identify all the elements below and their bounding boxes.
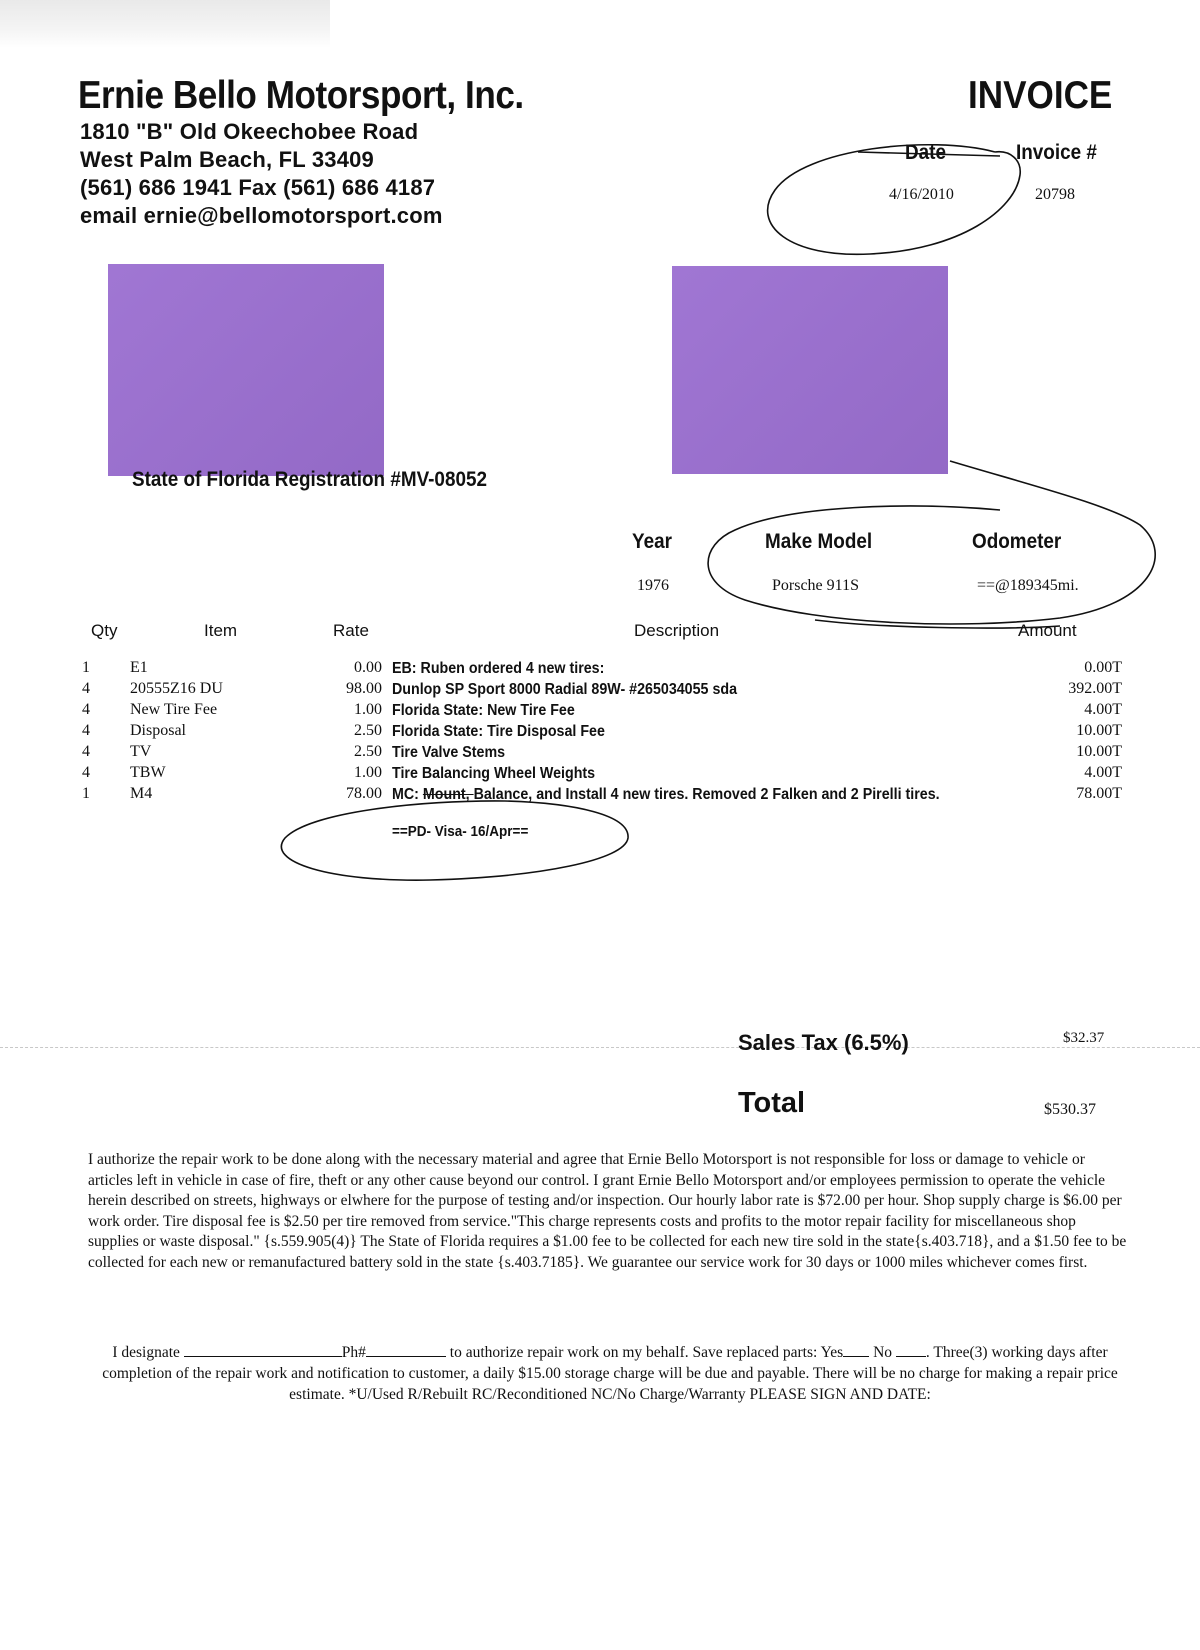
line-item-qty: 4	[82, 764, 90, 781]
total-label: Total	[738, 1087, 806, 1119]
invoice-number: 20798	[1035, 186, 1075, 203]
designee-blank	[184, 1342, 342, 1357]
state-registration: State of Florida Registration #MV-08052	[132, 468, 487, 491]
document-title: INVOICE	[968, 74, 1113, 117]
payment-circle-mark	[281, 801, 628, 880]
line-item-rate: 78.00	[346, 785, 382, 802]
line-item-code: Disposal	[130, 722, 186, 739]
vehicle-year: 1976	[637, 577, 669, 594]
designate-text: . Three(3) working days after completion of the repair work and notification to customer, a daily $15.00 storage charge will be due and payable. There will be no charge for making a repair price estimate. *U/Used R/Rebuilt RC/Reconditioned NC/No Charge/Warranty PLEASE SIGN AND DATE:	[102, 1344, 1118, 1403]
year-label: Year	[632, 530, 672, 553]
line-item-qty: 4	[82, 680, 90, 697]
description-rest: Balance, and Install 4 new tires. Removed 2 Falken and 2 Pirelli tires.	[473, 786, 940, 803]
company-address-line1: 1810 "B" Old Okeechobee Road	[80, 119, 419, 144]
date-label: Date	[905, 141, 946, 164]
line-item-amount: 78.00T	[1076, 785, 1122, 802]
designate-paragraph	[100, 1342, 1120, 1405]
line-item-amount: 4.00T	[1084, 701, 1122, 718]
redacted-billing-block	[108, 264, 384, 476]
line-item-amount: 10.00T	[1076, 722, 1122, 739]
column-header-rate: Rate	[333, 621, 369, 640]
line-item-amount: 0.00T	[1084, 659, 1122, 676]
line-item-code: 20555Z16 DU	[130, 680, 223, 697]
line-item-code: M4	[130, 785, 153, 802]
line-item-code: New Tire Fee	[130, 701, 218, 718]
line-item-qty: 4	[82, 743, 90, 760]
line-item-code: TBW	[130, 764, 166, 781]
phone-blank	[366, 1342, 446, 1357]
line-item-description: Florida State: New Tire Fee	[392, 702, 575, 719]
redacted-vehicle-owner-block	[672, 266, 948, 474]
description-prefix: MC:	[392, 786, 423, 803]
fold-line	[0, 1047, 1200, 1048]
scan-shadow	[0, 0, 330, 48]
designate-text: I designate	[112, 1344, 180, 1361]
line-item-description: Florida State: Tire Disposal Fee	[392, 723, 605, 740]
total-amount: $530.37	[1044, 1101, 1096, 1118]
line-item-amount: 4.00T	[1084, 764, 1122, 781]
invoice-date: 4/16/2010	[889, 186, 954, 203]
line-item-amount: 392.00T	[1068, 680, 1122, 697]
sales-tax-amount: $32.37	[1063, 1030, 1105, 1046]
line-item-description: EB: Ruben ordered 4 new tires:	[392, 660, 605, 677]
vehicle-make-model: Porsche 911S	[772, 577, 859, 594]
line-item-qty: 4	[82, 722, 90, 739]
line-item-rate: 1.00	[354, 764, 382, 781]
line-item-rate: 2.50	[354, 722, 382, 739]
line-item-description: Tire Valve Stems	[392, 744, 506, 761]
line-item-description: Dunlop SP Sport 8000 Radial 89W- #265034055 sda	[392, 681, 738, 698]
line-item-code: E1	[130, 659, 148, 676]
line-item-qty: 1	[82, 659, 90, 676]
line-item-rate: 2.50	[354, 743, 382, 760]
sales-tax-label: Sales Tax (6.5%)	[738, 1030, 909, 1055]
line-item-rate: 0.00	[354, 659, 382, 676]
yes-blank	[843, 1342, 869, 1357]
company-name: Ernie Bello Motorsport, Inc.	[78, 74, 524, 117]
line-item-qty: 1	[82, 785, 90, 802]
company-phone-fax: (561) 686 1941 Fax (561) 686 4187	[80, 175, 436, 200]
payment-note: ==PD- Visa- 16/Apr==	[392, 823, 529, 840]
no-blank	[896, 1342, 926, 1357]
designate-text: to authorize repair work on my behalf. Save replaced parts: Yes	[449, 1344, 844, 1361]
phone-label: Ph#	[341, 1344, 366, 1361]
struck-text: Mount,	[422, 786, 474, 803]
column-header-amount: Amount	[1018, 621, 1077, 640]
column-header-item: Item	[204, 621, 238, 640]
company-email: email ernie@bellomotorsport.com	[80, 203, 443, 228]
company-address-line2: West Palm Beach, FL 33409	[80, 147, 374, 172]
no-label: No	[873, 1344, 893, 1361]
line-item-rate: 1.00	[354, 701, 382, 718]
make-model-label: Make Model	[765, 530, 873, 553]
authorization-terms: I authorize the repair work to be done along with the necessary material and agree that Ernie Bello Motorsport is not responsible for loss or damage to vehicle or articles left in vehicle in case of fire, theft or any other cause beyond our control. I grant Ernie Bello Motorsport and/or employees permission to operate the vehicle herein described on streets, highways or elwhere for the purpose of testing and/or inspection. Our hourly labor rate is $72.00 per hour. Shop supply charge is $6.00 per work order. Tire disposal fee is $2.50 per tire removed from service."This charge represents costs and profits to the motor repair facility for miscellaneous shop supplies or waste disposal." {s.559.905(4)} The State of Florida requires a $1.00 fee to be collected for each new tire sold in the state{s.403.718}, and a $1.50 fee to be collected for each new or remanufactured battery sold in the state {s.403.7185}. We guarantee our service work for 30 days or 1000 miles whichever comes first.	[88, 1151, 1127, 1271]
line-item-rate: 98.00	[346, 680, 382, 697]
line-item-code: TV	[130, 743, 152, 760]
column-header-qty: Qty	[91, 621, 118, 640]
line-item-amount: 10.00T	[1076, 743, 1122, 760]
odometer-label: Odometer	[972, 530, 1062, 553]
line-item-description: Tire Balancing Wheel Weights	[392, 765, 596, 782]
invoice-number-label: Invoice #	[1016, 141, 1097, 164]
line-item-description	[392, 786, 940, 804]
column-header-description: Description	[634, 621, 720, 640]
line-item-qty: 4	[82, 701, 90, 718]
vehicle-odometer: ==@189345mi.	[977, 577, 1079, 594]
